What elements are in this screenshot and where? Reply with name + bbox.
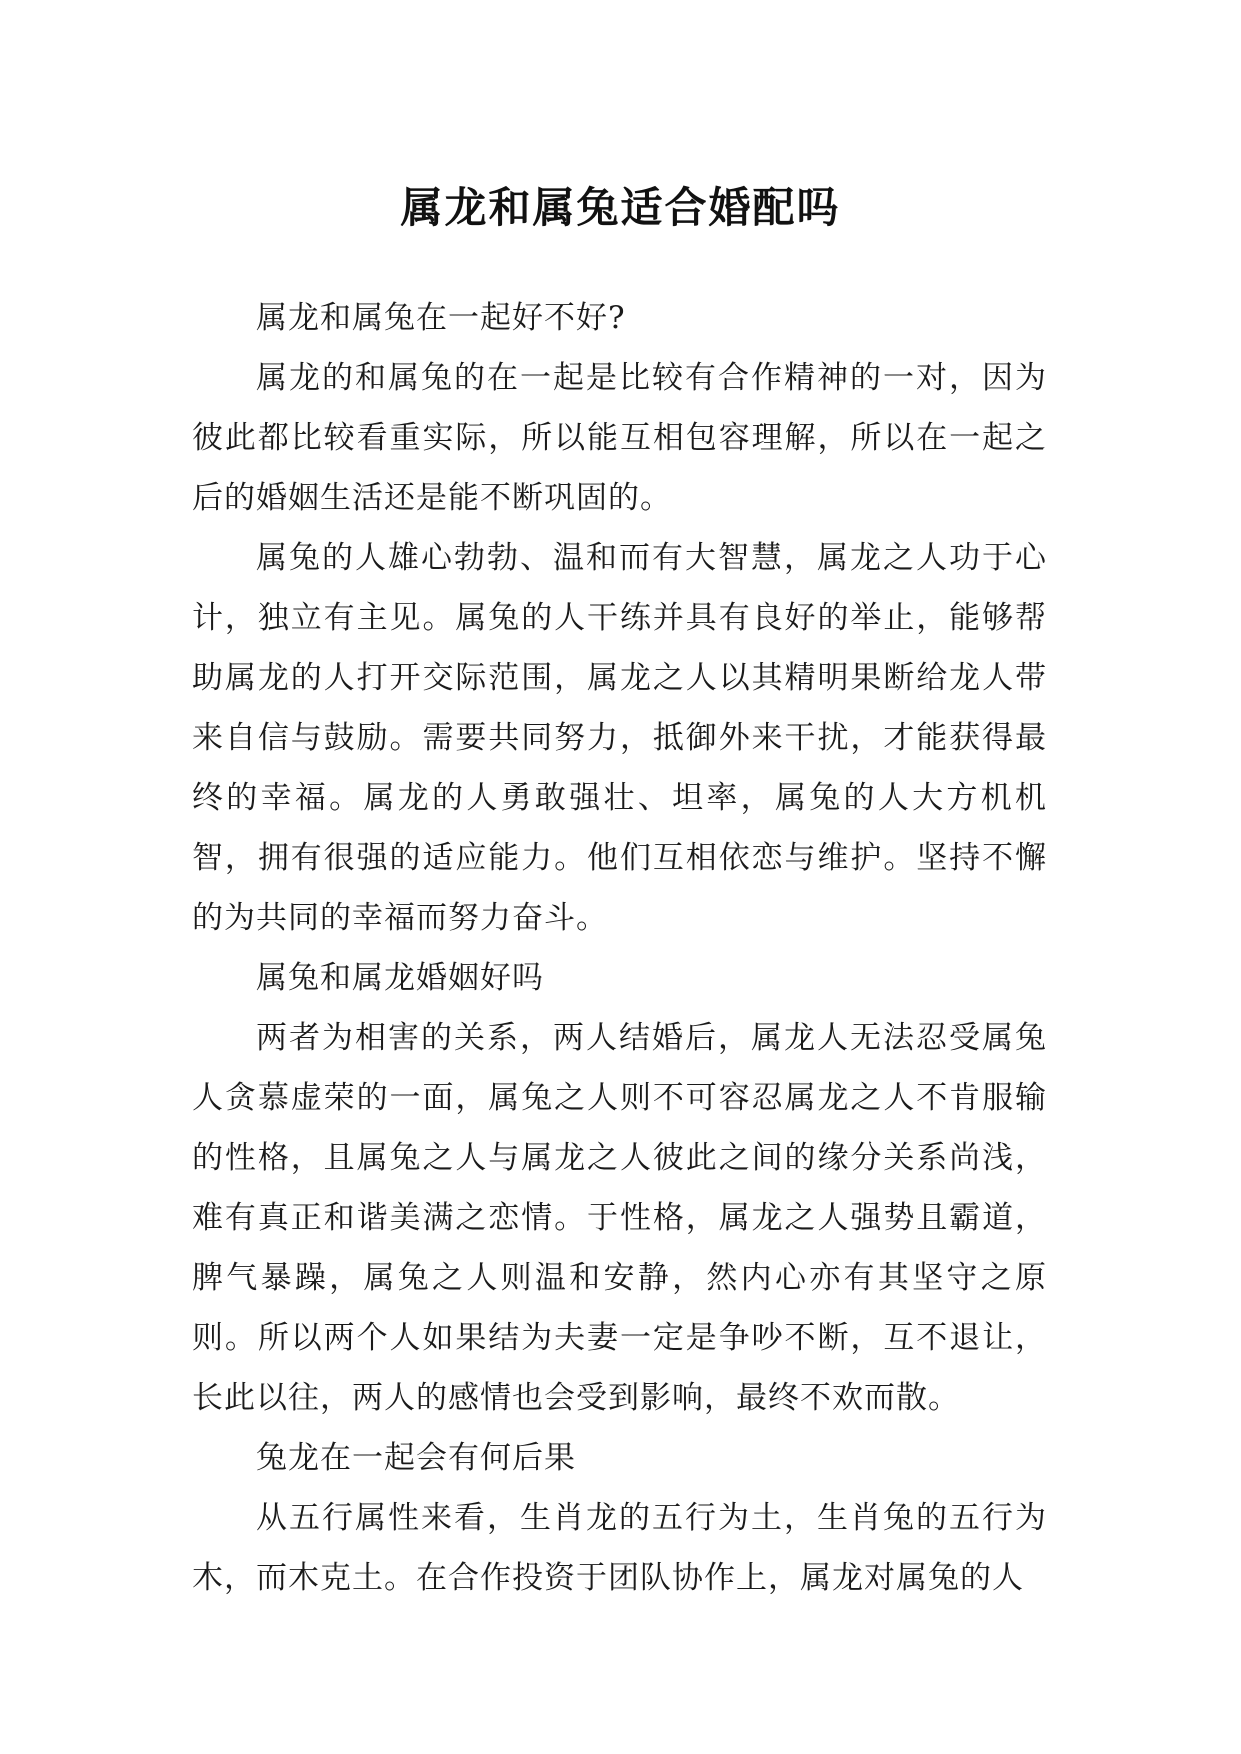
document-title: 属龙和属兔适合婚配吗 bbox=[400, 183, 841, 233]
body-paragraph: 属龙的和属兔的在一起是比较有合作精神的一对，因为彼此都比较看重实际，所以能互相包容理解，所以在一起之后的婚姻生活还是能不断巩固的。 bbox=[192, 360, 1047, 516]
heading-paragraph: 兔龙在一起会有何后果 bbox=[256, 1440, 576, 1476]
document-body bbox=[192, 288, 1047, 1608]
heading-paragraph: 属龙和属兔在一起好不好? bbox=[256, 300, 626, 336]
body-paragraph: 属兔的人雄心勃勃、温和而有大智慧，属龙之人功于心计，独立有主见。属兔的人干练并具有良好的举止，能够帮助属龙的人打开交际范围，属龙之人以其精明果断给龙人带来自信与鼓励。需要共同努力，抵御外来干扰，才能获得最终的幸福。属龙的人勇敢强壮、坦率，属兔的人大方机机智，拥有很强的适应能力。他们互相依恋与维护。坚持不懈的为共同的幸福而努力奋斗。 bbox=[192, 540, 1047, 936]
body-paragraph: 从五行属性来看，生肖龙的五行为土，生肖兔的五行为木，而木克土。在合作投资于团队协作上，属龙对属兔的人 bbox=[192, 1500, 1047, 1596]
heading-paragraph: 属兔和属龙婚姻好吗 bbox=[256, 960, 544, 996]
body-paragraph: 两者为相害的关系，两人结婚后，属龙人无法忍受属兔人贪慕虚荣的一面，属兔之人则不可容忍属龙之人不肯服输的性格，且属兔之人与属龙之人彼此之间的缘分关系尚浅，难有真正和谐美满之恋情。于性格，属龙之人强势且霸道，脾气暴躁，属兔之人则温和安静，然内心亦有其坚守之原则。所以两个人如果结为夫妻一定是争吵不断，互不退让，长此以往，两人的感情也会受到影响，最终不欢而散。 bbox=[192, 1020, 1047, 1416]
